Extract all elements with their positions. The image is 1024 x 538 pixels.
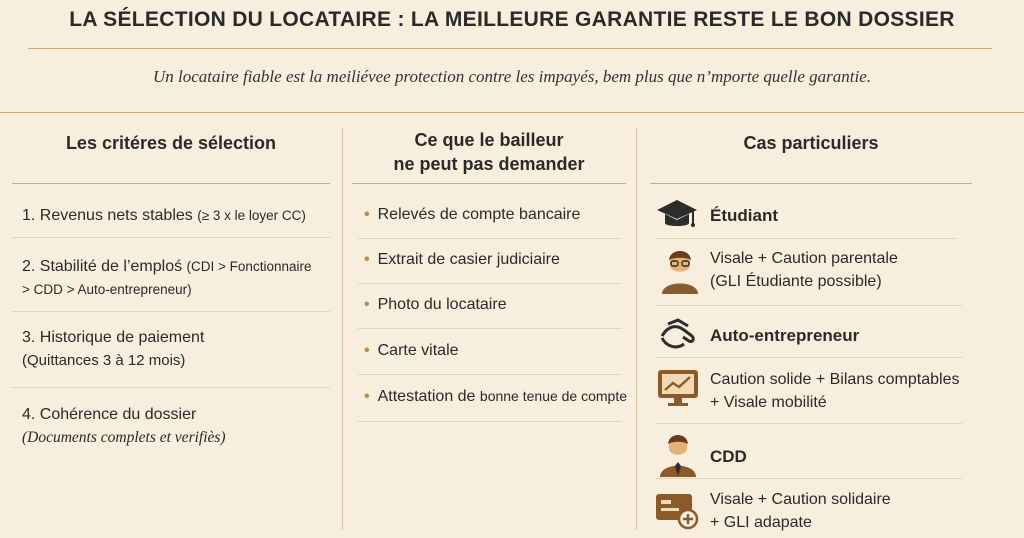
row-divider [358, 421, 622, 422]
case-line2: + GLI adapate [710, 514, 812, 531]
row-divider [656, 478, 962, 479]
subtitle-divider [0, 112, 1024, 113]
row-divider [358, 374, 622, 375]
criteria-item [22, 403, 226, 449]
case-line2: + Visale mobilité [710, 394, 827, 411]
forbidden-text: Extrait de casier judiciaire [377, 251, 560, 268]
bullet: • [364, 342, 370, 359]
forbidden-heading-rule [352, 183, 626, 184]
forbidden-item [364, 342, 459, 360]
page-title: LA SÉLECTION DU LOCATAIRE : LA MEILLEURE GARANTIE RESTE LE BON DOSSIER [69, 8, 955, 31]
title-divider [28, 48, 992, 49]
case-detail-etudiant [710, 247, 898, 293]
row-divider [656, 357, 962, 358]
forbidden-item [364, 296, 507, 314]
row-divider [358, 283, 622, 284]
case-line2: (GLI Étudiante possible) [710, 273, 882, 290]
forbidden-heading-line2: ne peut pas demander [393, 154, 585, 174]
case-line1: Caution solide + Bilans comptables [710, 371, 960, 388]
case-title-cdd: CDD [710, 447, 747, 466]
handshake-icon [658, 316, 698, 354]
column-separator-2 [636, 128, 637, 530]
criteria-main: 1. Revenus nets stables [22, 207, 193, 224]
id-card-plus-icon [654, 490, 700, 530]
criteria-detail-cont: > CDD > Auto-entrepreneur) [22, 282, 192, 297]
criteria-detail: (≥ 3 x le loyer CC) [197, 208, 306, 223]
criteria-main: 3. Historique de paiement [22, 329, 205, 346]
criteria-item [22, 326, 204, 372]
subtitle: Un locataire fiable est la meiliévee protection contre les impayés, bem plus que n’mporte quelle garantie. [152, 67, 872, 86]
column-separator-1 [342, 128, 343, 530]
bullet: • [364, 296, 370, 313]
criteria-detail: (Documents complets et verifiès) [22, 429, 226, 446]
case-line1: Visale + Caution parentale [710, 250, 898, 267]
bullet: • [364, 388, 370, 405]
row-divider [12, 387, 330, 388]
employee-avatar-icon [658, 432, 698, 478]
forbidden-text-small: bonne tenue de compte [479, 388, 628, 404]
criteria-heading: Les critéres de sélection [65, 133, 277, 153]
forbidden-text: Photo du locataire [377, 296, 507, 313]
case-title-auto-entrepreneur: Auto-entrepreneur [710, 326, 860, 345]
bullet: • [364, 206, 370, 223]
monitor-chart-icon [656, 368, 700, 408]
row-divider [656, 423, 962, 424]
row-divider [656, 238, 958, 239]
special-cases-heading: Cas particuliers [743, 133, 879, 153]
row-divider [656, 305, 962, 306]
criteria-main: 2. Stabilité de l’emploś [22, 258, 183, 275]
criteria-item [22, 204, 306, 227]
forbidden-text: Attestation de [377, 388, 476, 405]
criteria-main: 4. Cohérence du dossier [22, 406, 197, 423]
row-divider [12, 237, 330, 238]
bullet: • [364, 251, 370, 268]
criteria-heading-rule [12, 183, 330, 184]
forbidden-heading [352, 128, 626, 176]
graduation-cap-icon [656, 198, 698, 232]
case-line1: Visale + Caution solidaire [710, 491, 891, 508]
forbidden-text: Carte vitale [377, 342, 459, 359]
forbidden-item [364, 206, 580, 224]
case-title-etudiant: Étudiant [710, 206, 778, 225]
row-divider [358, 238, 622, 239]
forbidden-item [364, 388, 627, 406]
row-divider [358, 328, 622, 329]
special-cases-heading-rule [650, 183, 972, 184]
criteria-item [22, 255, 311, 301]
student-avatar-icon [660, 247, 700, 295]
forbidden-item [364, 251, 560, 269]
criteria-detail: (Quittances 3 à 12 mois) [22, 352, 186, 369]
forbidden-heading-line1: Ce que le bailleur [414, 130, 564, 150]
case-detail-auto-entrepreneur [710, 368, 959, 414]
criteria-detail: (CDI > Fonctionnaire [186, 259, 312, 274]
case-detail-cdd [710, 488, 891, 534]
row-divider [12, 311, 330, 312]
forbidden-text: Relevés de compte bancaire [377, 206, 581, 223]
